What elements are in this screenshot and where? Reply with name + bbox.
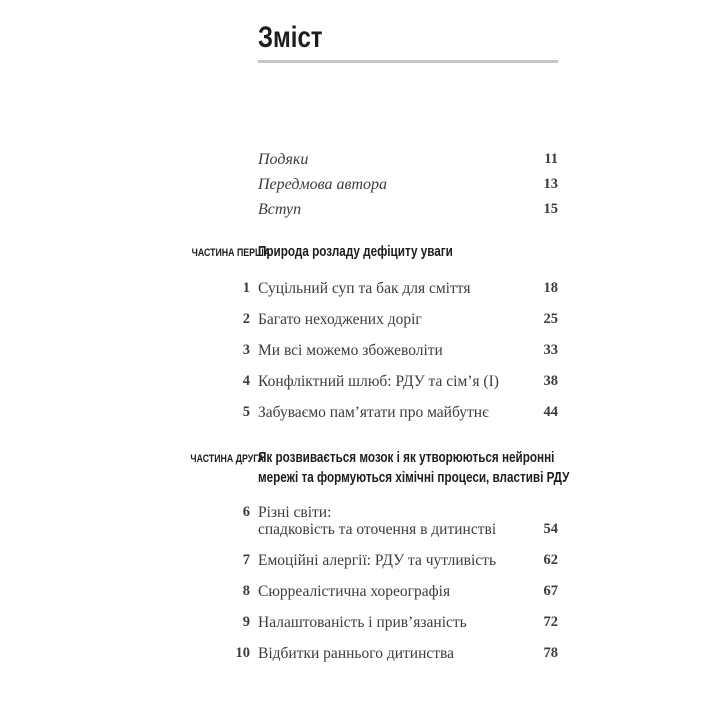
part-title: Як розвивається мозок і як утворюються нейронні мережі та формуються хімічні процеси, властиві РДУ: [258, 449, 570, 486]
chapter-number: 8: [242, 583, 250, 599]
entry-page-number: 78: [543, 645, 558, 661]
part-one-heading: [172, 242, 558, 263]
table-of-contents: [172, 0, 570, 662]
chapter-entry-7: [172, 552, 558, 569]
entry-page-number: 11: [544, 151, 558, 167]
chapter-entry-4: [172, 373, 558, 390]
entry-page-number: 67: [543, 583, 558, 599]
chapter-number: 1: [242, 280, 250, 296]
entry-title: Вступ: [258, 201, 302, 218]
part-label: ЧАСТИНА ПЕРША: [191, 247, 271, 259]
entry-page-number: 13: [543, 176, 558, 192]
entry-page-number: 44: [543, 404, 558, 420]
chapter-entry-10: [172, 645, 558, 662]
chapter-number: 6: [242, 504, 250, 520]
chapter-number: 5: [242, 404, 250, 420]
chapter-title: Багато неходжених доріг: [258, 311, 422, 328]
entry-title: Передмова автора: [258, 176, 387, 193]
entry-title: Подяки: [258, 151, 309, 168]
chapter-entry-3: [172, 342, 558, 359]
chapter-number: 2: [242, 311, 250, 327]
entry-page-number: 72: [543, 614, 558, 630]
entry-page-number: 38: [543, 373, 558, 389]
entry-page-number: 15: [543, 201, 558, 217]
entry-page-number: 25: [543, 311, 558, 327]
chapter-entry-9: [172, 614, 558, 631]
part-title: Природа розладу дефіциту уваги: [258, 243, 453, 260]
chapter-entry-6: [172, 504, 558, 538]
chapter-number: 10: [235, 645, 250, 661]
chapter-title: Сюрреалістична хореографія: [258, 583, 451, 600]
chapter-title: Суцільний суп та бак для сміття: [258, 280, 471, 297]
toc-header: [258, 21, 558, 63]
chapter-number: 4: [242, 373, 250, 389]
chapter-title: Відбитки раннього дитинства: [258, 645, 455, 662]
chapter-number: 7: [242, 552, 250, 568]
chapter-entry-1: [172, 280, 558, 297]
chapter-entry-2: [172, 311, 558, 328]
entry-page-number: 18: [543, 280, 558, 296]
chapter-number: 3: [242, 342, 250, 358]
toc-entry-podyaky: [172, 147, 558, 172]
chapter-title: Забуваємо пам’ятати про майбутнє: [258, 404, 489, 421]
front-matter-section: [172, 147, 558, 222]
title-rule: [258, 60, 558, 63]
toc-entry-vstup: [172, 197, 558, 222]
part-label: ЧАСТИНА ДРУГА: [190, 453, 264, 465]
entry-page-number: 33: [543, 342, 558, 358]
chapter-entry-8: [172, 583, 558, 600]
chapter-title: Конфліктний шлюб: РДУ та сім’я (I): [258, 373, 499, 390]
entry-page-number: 62: [543, 552, 558, 568]
chapter-number: 9: [242, 614, 250, 630]
chapter-title: Різні світи: спадковість та оточення в дитинстві: [258, 504, 497, 538]
part-two-heading: [172, 448, 570, 488]
chapter-title: Емоційні алергії: РДУ та чутливість: [258, 552, 497, 569]
page-title: Зміст: [258, 21, 323, 54]
chapter-entry-5: [172, 404, 558, 421]
entry-page-number: 54: [543, 521, 558, 537]
chapter-title: Налаштованість і прив’язаність: [258, 614, 467, 631]
chapter-title: Ми всі можемо збожеволіти: [258, 342, 443, 359]
toc-entry-peredmova: [172, 172, 558, 197]
